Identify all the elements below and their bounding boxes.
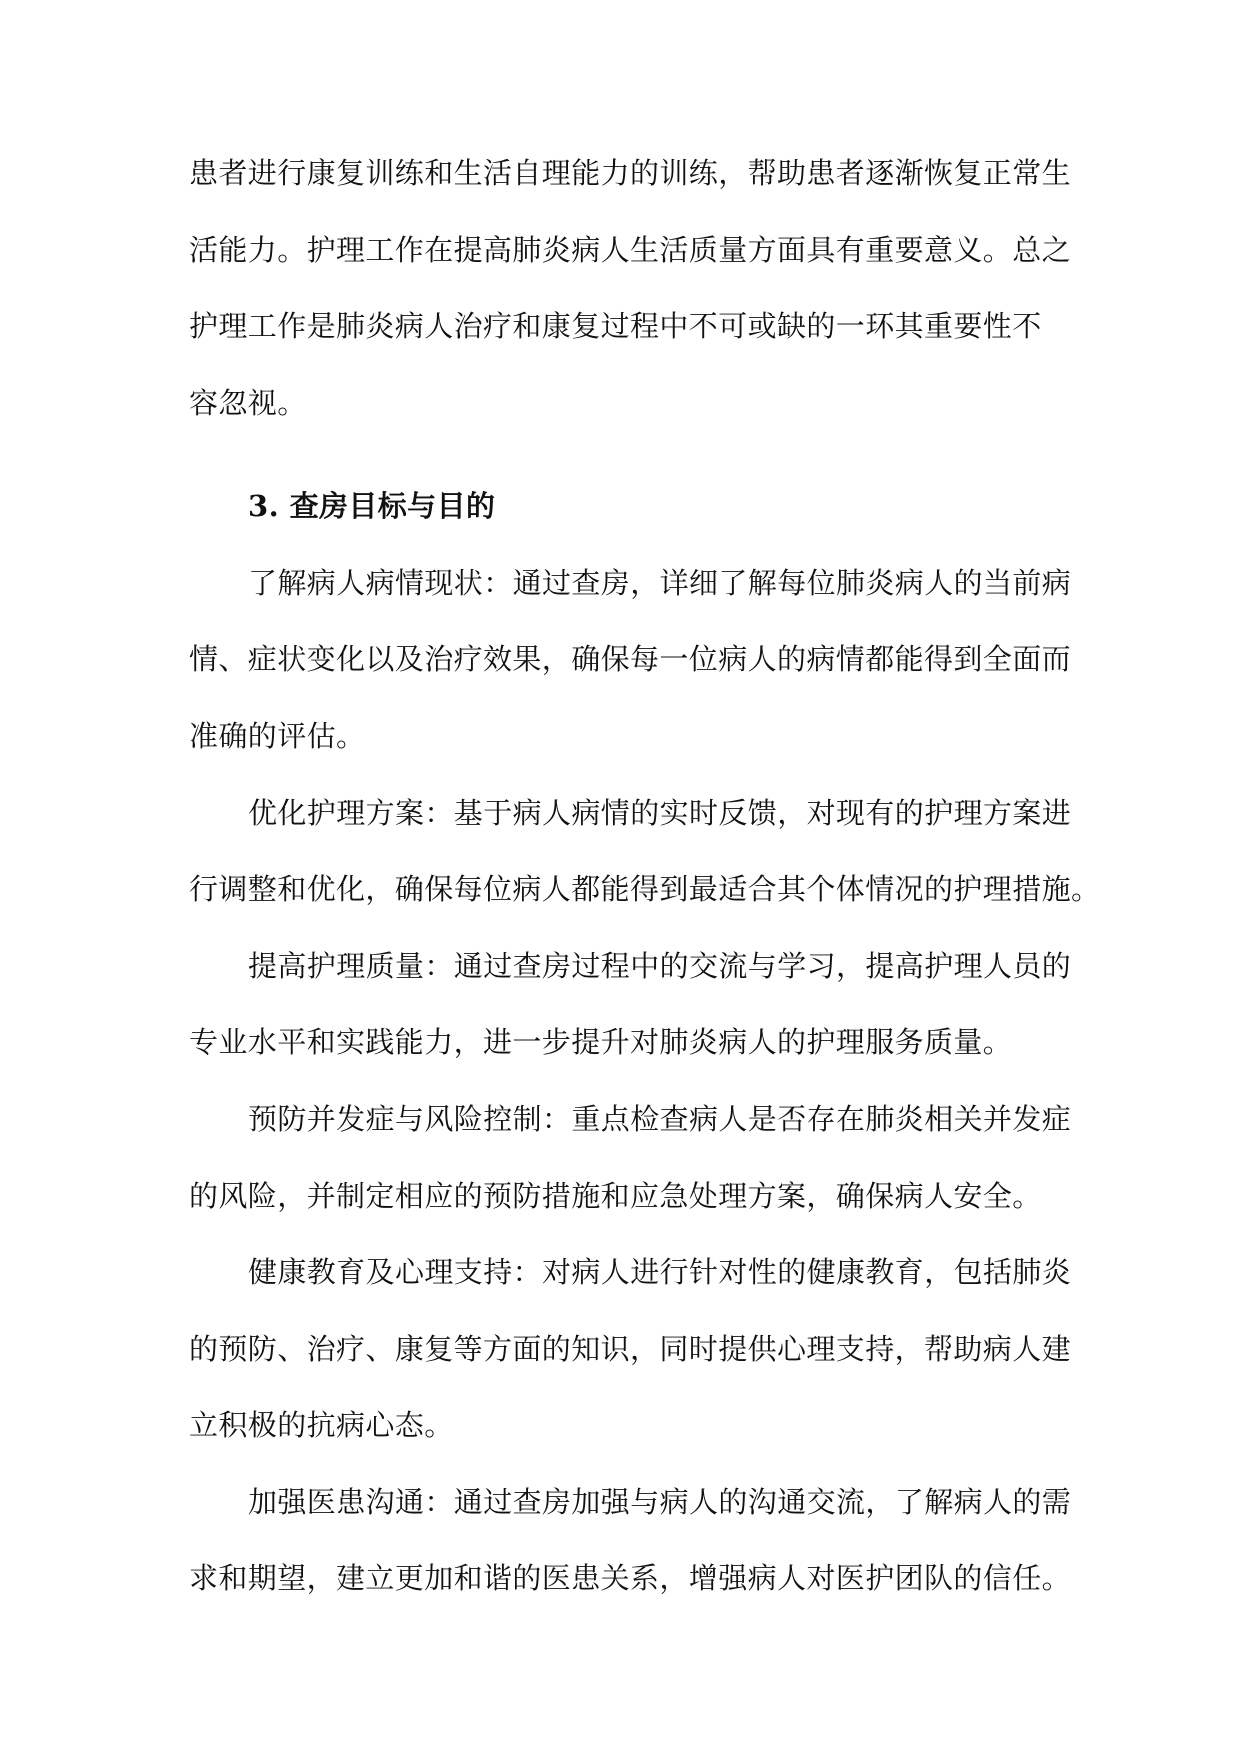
paragraph-5-line-3: 立积极的抗病心态。 bbox=[189, 1408, 454, 1442]
paragraph-4-line-1: 预防并发症与风险控制：重点检查病人是否存在肺炎相关并发症 bbox=[248, 1102, 1072, 1136]
paragraph-5-line-1: 健康教育及心理支持：对病人进行针对性的健康教育，包括肺炎 bbox=[248, 1255, 1072, 1289]
paragraph-3-line-2: 专业水平和实践能力，进一步提升对肺炎病人的护理服务质量。 bbox=[189, 1025, 1013, 1059]
paragraph-3-line-1: 提高护理质量：通过查房过程中的交流与学习，提高护理人员的 bbox=[248, 949, 1072, 983]
intro-line-1: 患者进行康复训练和生活自理能力的训练，帮助患者逐渐恢复正常生 bbox=[189, 156, 1072, 190]
intro-line-4: 容忽视。 bbox=[189, 386, 307, 420]
paragraph-6-line-1: 加强医患沟通：通过查房加强与病人的沟通交流，了解病人的需 bbox=[248, 1485, 1072, 1519]
paragraph-1-line-3: 准确的评估。 bbox=[189, 719, 366, 753]
paragraph-6-line-2: 求和期望，建立更加和谐的医患关系，增强病人对医护团队的信任。 bbox=[189, 1561, 1072, 1595]
paragraph-5-line-2: 的预防、治疗、康复等方面的知识，同时提供心理支持，帮助病人建 bbox=[189, 1332, 1072, 1366]
paragraph-1-line-2: 情、症状变化以及治疗效果，确保每一位病人的病情都能得到全面而 bbox=[189, 642, 1072, 676]
paragraph-2-line-1: 优化护理方案：基于病人病情的实时反馈，对现有的护理方案进 bbox=[248, 796, 1072, 830]
intro-line-3: 护理工作是肺炎病人治疗和康复过程中不可或缺的一环其重要性不 bbox=[189, 309, 1042, 343]
section-heading: 3. 查房目标与目的 bbox=[248, 489, 496, 523]
intro-line-2: 活能力。护理工作在提高肺炎病人生活质量方面具有重要意义。总之 bbox=[189, 233, 1072, 267]
paragraph-2-line-2: 行调整和优化，确保每位病人都能得到最适合其个体情况的护理措施。 bbox=[189, 872, 1101, 906]
paragraph-1-line-1: 了解病人病情现状：通过查房，详细了解每位肺炎病人的当前病 bbox=[248, 566, 1072, 600]
paragraph-4-line-2: 的风险，并制定相应的预防措施和应急处理方案，确保病人安全。 bbox=[189, 1179, 1042, 1213]
